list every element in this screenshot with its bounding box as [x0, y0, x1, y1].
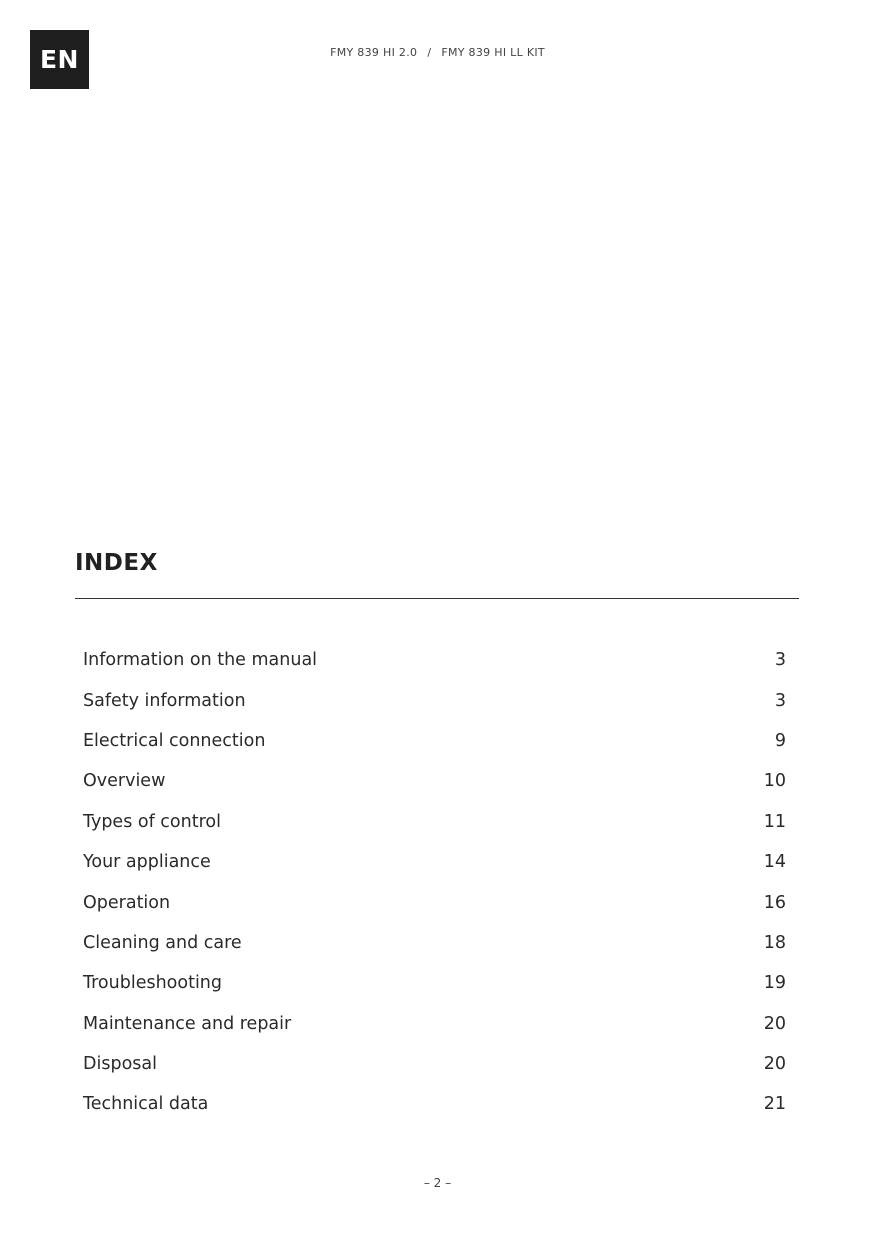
toc-entry-label: Overview [83, 771, 166, 792]
toc-entry-technical-data[interactable] [83, 1084, 786, 1124]
index-divider [75, 598, 799, 599]
toc-entry-page: 9 [774, 730, 786, 751]
toc-entry-your-appliance[interactable] [83, 842, 786, 882]
language-badge: EN [30, 30, 89, 89]
page-number: – 2 – [423, 1176, 452, 1190]
toc-entry-safety-information[interactable] [83, 680, 786, 720]
toc-entry-electrical-connection[interactable] [83, 721, 786, 761]
toc-entry-label: Cleaning and care [83, 932, 242, 953]
toc-entry-label: Maintenance and repair [83, 1013, 292, 1034]
toc-entry-label: Your appliance [83, 852, 211, 873]
toc-entry-page: 20 [763, 1054, 786, 1075]
toc-entry-page: 10 [763, 771, 786, 792]
model-separator: / [427, 46, 432, 59]
model-header [0, 46, 875, 59]
index-title: INDEX [75, 550, 158, 576]
toc-entry-page: 20 [763, 1013, 786, 1034]
toc-entry-label: Operation [83, 892, 171, 913]
toc-entry-troubleshooting[interactable] [83, 963, 786, 1003]
toc-entry-information-on-the-manual[interactable] [83, 640, 786, 680]
toc-entry-page: 19 [763, 973, 786, 994]
toc-entry-page: 11 [763, 811, 786, 832]
toc-entry-page: 3 [774, 690, 786, 711]
model-name-right: FMY 839 HI LL KIT [441, 46, 545, 59]
toc-entry-page: 18 [763, 932, 786, 953]
table-of-contents [83, 640, 786, 1125]
toc-entry-disposal[interactable] [83, 1044, 786, 1084]
toc-entry-page: 3 [774, 650, 786, 671]
toc-entry-page: 14 [763, 852, 786, 873]
toc-entry-label: Safety information [83, 690, 246, 711]
toc-entry-label: Technical data [83, 1094, 209, 1115]
toc-entry-operation[interactable] [83, 882, 786, 922]
model-name-left: FMY 839 HI 2.0 [330, 46, 418, 59]
toc-entry-label: Troubleshooting [83, 973, 223, 994]
toc-entry-types-of-control[interactable] [83, 802, 786, 842]
toc-entry-label: Types of control [83, 811, 221, 832]
toc-entry-label: Electrical connection [83, 730, 266, 751]
toc-entry-overview[interactable] [83, 761, 786, 801]
toc-entry-cleaning-and-care[interactable] [83, 923, 786, 963]
toc-entry-page: 16 [763, 892, 786, 913]
toc-entry-label: Disposal [83, 1054, 157, 1075]
toc-entry-maintenance-and-repair[interactable] [83, 1004, 786, 1044]
toc-entry-page: 21 [763, 1094, 786, 1115]
toc-entry-label: Information on the manual [83, 650, 318, 671]
